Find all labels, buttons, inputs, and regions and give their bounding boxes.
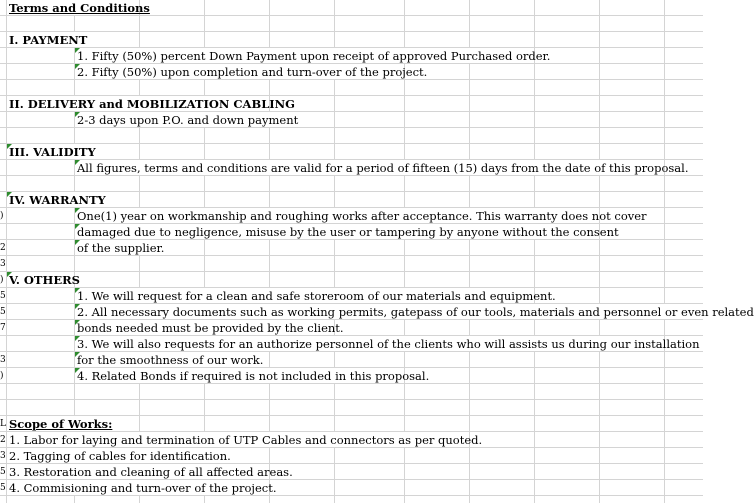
payment-line-2[interactable]: 2. Fifty (50%) upon completion and turn-over of the project.	[77, 65, 428, 79]
gridline	[534, 0, 535, 503]
warranty-line-3[interactable]: of the supplier.	[77, 241, 165, 255]
others-line-6[interactable]: 4. Related Bonds if required is not included in this proposal.	[77, 369, 430, 383]
scope-item-4[interactable]: 4. Commisioning and turn-over of the project.	[9, 481, 277, 495]
warranty-line-1[interactable]: One(1) year on workmanship and roughing works after acceptance. This warranty does not cover	[77, 209, 647, 223]
row-marker: 2	[0, 435, 6, 445]
others-line-5[interactable]: for the smoothness of our work.	[77, 353, 264, 367]
delivery-line-1[interactable]: 2-3 days upon P.O. and down payment	[77, 113, 299, 127]
row-marker: 3	[0, 259, 6, 269]
row-marker: 2	[0, 243, 6, 253]
scope-item-3[interactable]: 3. Restoration and cleaning of all affected areas.	[9, 465, 293, 479]
row-marker: L	[0, 419, 6, 429]
section-heading-delivery[interactable]: II. DELIVERY and MOBILIZATION CABLING	[9, 97, 295, 111]
row-marker: 5	[0, 307, 6, 317]
validity-line-1[interactable]: All figures, terms and conditions are valid for a period of fifteen (15) days from the date of this proposal.	[77, 161, 689, 175]
page-title[interactable]: Terms and Conditions	[9, 1, 150, 15]
row-marker: 5	[0, 291, 6, 301]
others-line-2[interactable]: 2. All necessary documents such as working permits, gatepass of our tools, materials and personnel or even related	[77, 305, 754, 319]
scope-item-1[interactable]: 1. Labor for laying and termination of UTP Cables and connectors as per quoted.	[9, 433, 483, 447]
gridline	[599, 0, 600, 503]
section-heading-others[interactable]: V. OTHERS	[9, 273, 80, 287]
warranty-line-2[interactable]: damaged due to negligence, misuse by the user or tampering by anyone without the consent	[77, 225, 619, 239]
gridline	[0, 271, 703, 272]
section-heading-warranty[interactable]: IV. WARRANTY	[9, 193, 106, 207]
others-line-3[interactable]: bonds needed must be provided by the client.	[77, 321, 344, 335]
scope-heading[interactable]: Scope of Works:	[9, 417, 113, 431]
row-marker: 5	[0, 467, 6, 477]
gridline	[664, 0, 665, 503]
row-marker: 7	[0, 323, 6, 333]
row-marker: 3	[0, 355, 6, 365]
section-heading-payment[interactable]: I. PAYMENT	[9, 33, 88, 47]
scope-item-2[interactable]: 2. Tagging of cables for identification.	[9, 449, 231, 463]
others-line-4[interactable]: 3. We will also requests for an authorize personnel of the clients who will assists us during our installation	[77, 337, 700, 351]
row-marker: 3	[0, 451, 6, 461]
section-heading-validity[interactable]: III. VALIDITY	[9, 145, 96, 159]
gridline	[0, 31, 703, 32]
gridline	[0, 143, 703, 144]
payment-line-1[interactable]: 1. Fifty (50%) percent Down Payment upon receipt of approved Purchased order.	[77, 49, 551, 63]
gridline	[0, 399, 703, 400]
row-marker: )	[0, 275, 4, 285]
gridline	[469, 0, 470, 503]
row-marker: )	[0, 371, 4, 381]
row-marker: )	[0, 211, 4, 221]
row-marker: 5	[0, 483, 6, 493]
others-line-1[interactable]: 1. We will request for a clean and safe storeroom of our materials and equipment.	[77, 289, 556, 303]
